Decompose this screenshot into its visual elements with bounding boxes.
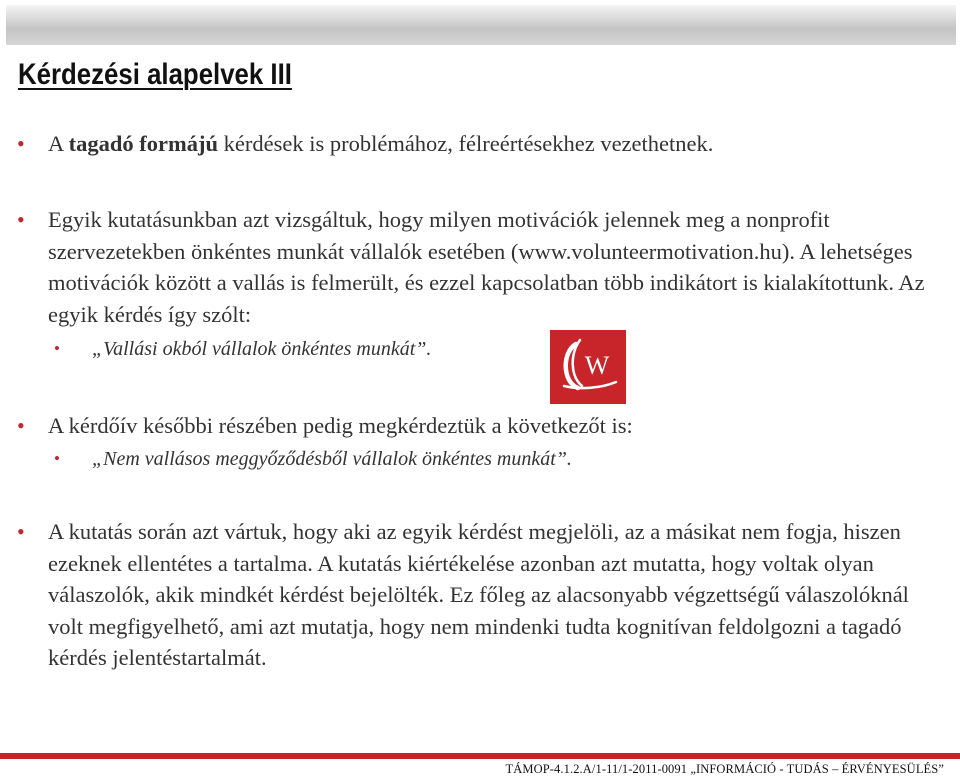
bullet-1-bold: tagadó formájú: [68, 131, 218, 156]
bullet-negative-questions: [48, 128, 928, 160]
slide-title: Kérdezési alapelvek III: [18, 58, 292, 91]
logo-letter: W: [584, 351, 610, 380]
bullet-research-description: • Egyik kutatásunkban azt vizsgáltuk, hogy milyen motivációk jelennek meg a nonprofit szervezetekben önkéntes munkát vállalók esetében (www.volunteermotivation.hu). A lehetséges motivációk között a vallás is felmerült, és ezzel kapcsolatban több indikátort is kialakítottunk. Az egyik kérdés így szólt:: [48, 204, 928, 330]
sub-bullet-religious: • „Vallási okból vállalok önkéntes munkát”.: [92, 336, 892, 362]
bullet-research-findings: • A kutatás során azt vártuk, hogy aki az egyik kérdést megjelöli, az a másikat nem fogja, hiszen ezeknek ellentétes a tartalma. A kutatás kiértékelése azonban azt mutatta, hogy voltak olyan válaszolók, akik mindkét kérdést bejelölték. Ez főleg az alacsonyabb végzettségű válaszolóknál volt megfigyelhető, ami azt mutatja, hogy nem mindenki tudta kognitívan feldolgozni a tagadó kérdés jelentéstartalmát.: [48, 516, 928, 674]
bullet-1-rest: kérdések is problémához, félreértésekhez vezethetnek.: [218, 131, 714, 156]
footer-project-code: TÁMOP-4.1.2.A/1-11/1-2011-0091 „INFORMÁCIÓ - TUDÁS – ÉRVÉNYESÜLÉS”: [505, 762, 944, 776]
w-logo-icon: [550, 330, 626, 404]
header-bar: [6, 5, 956, 45]
bullet-1-prefix: A: [48, 131, 69, 156]
sub-bullet-non-religious: • „Nem vallásos meggyőződésből vállalok önkéntes munkát”.: [92, 446, 892, 472]
volunteermotivation-logo: [550, 330, 626, 404]
bullet-later-question: • A kérdőív későbbi részében pedig megkérdeztük a következőt is:: [48, 410, 928, 442]
footer-bar: [0, 753, 960, 759]
